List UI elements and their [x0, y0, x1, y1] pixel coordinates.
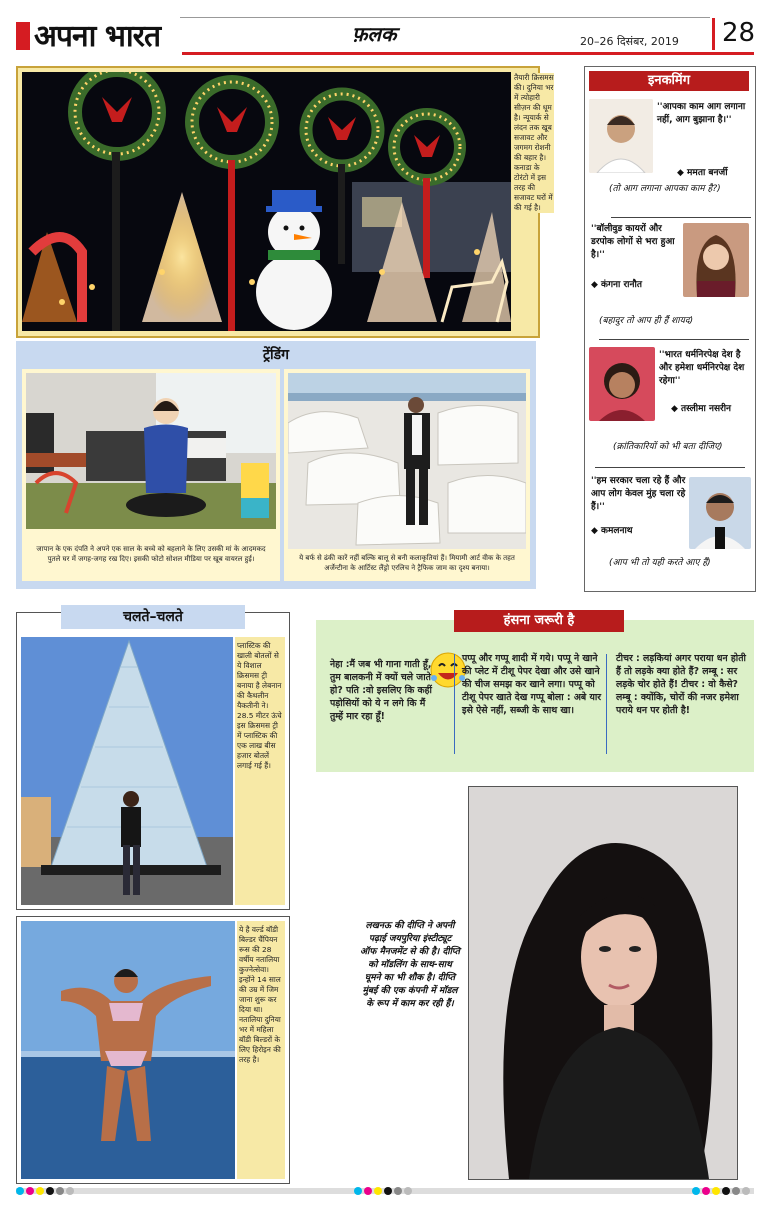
trending-card-right — [284, 369, 530, 581]
incoming-divider-2 — [599, 339, 749, 340]
incoming-author-4: ◆ कमलनाथ — [591, 526, 633, 536]
trending-left-caption: जापान के एक दंपति ने अपने एक साल के बच्चे को बहलाने के लिए उसकी मां के आदमकद पुतले घर में जगह-जगह रख दिए। इसकी फोटो सोशल मीडिया पर खूब वायरल हुई। — [36, 545, 266, 563]
registration-dot — [404, 1187, 412, 1195]
incoming-divider-3 — [595, 467, 745, 468]
christmas-decorations-photo — [22, 72, 511, 331]
incoming-author-2: ◆ कंगना रानौत — [591, 280, 642, 290]
incoming-retort-2: (बहादुर तो आप ही हैं शायद) — [599, 316, 694, 326]
trending-title: ट्रेंडिंग — [262, 347, 290, 363]
page-number: 28 — [722, 18, 756, 48]
registration-dot — [36, 1187, 44, 1195]
joke-2: पप्पू और गप्पू शादी में गये। पप्पू ने खाने की प्लेट में टीशू पेपर देखा और उसे खाने की चीज समझ कर खाने लगा। पप्पू को टीशू पेपर खाते देख गप्पू बोला : अबे यार इसे ऐसे नहीं, सब्जी के साथ खा। — [462, 653, 602, 716]
bottle-tree-illustration — [21, 637, 233, 905]
trending-box — [16, 341, 536, 589]
trending-right-caption: ये बर्फ से ढंकी कारें नहीं बल्कि बालू से बनी कलाकृतियां हैं। मियामी आर्ट वीक के तहत अर्जेन्टीना के आर्टिस्ट लैंड्रो एरलिच ने ट्रैफिक जाम का दृश्य बनाया। — [299, 554, 515, 572]
incoming-box — [584, 66, 756, 592]
model-caption: लखनऊ की दीप्ति ने अपनी पढ़ाई जयपुरिया इंस्टीट्यूट ऑफ मैनजमेंट से की है। दीप्ति को मॉडलिंग के साथ-साथ घूमने का भी शौक है। दीप्ति मुंबई की एक कंपनी में मॉडल के रूप में काम कर रही हैं। — [360, 921, 460, 1009]
print-registration-marks-right — [692, 1187, 750, 1195]
incoming-quote-2: ''बॉलीवुड कायरों और डरपोक लोगों से भरा हुआ है।'' — [591, 224, 675, 260]
masthead-red-block — [16, 22, 30, 50]
incoming-retort-4: (आप भी तो यही करते आए हैं) — [609, 558, 711, 568]
living-room-illustration — [26, 373, 276, 529]
registration-dot — [354, 1187, 362, 1195]
kamalnath-portrait — [689, 477, 751, 549]
joke-3: टीचर : लड़कियां अगर पराया धन होती हैं तो लड़के क्या होते हैं? लम्बू : सर लड़के चोर होते हैं! टीचर : वो कैसे? लम्बू : क्योंकि, चोरों की नजर हमेशा पराये धन पर होती है! — [616, 653, 746, 716]
incoming-title: इनकमिंग — [589, 71, 749, 91]
mannequin-mother-photo — [26, 373, 276, 529]
taslima-portrait — [589, 347, 655, 421]
registration-dot — [364, 1187, 372, 1195]
bottle-tree-caption: प्लास्टिक की खाली बोतलों से ये विशाल क्रिसमस ट्री बनाया है लेबनान की कैथलीन यैकतीनी ने। 28.5 मीटर ऊंचे इस क्रिसमस ट्री में प्लास्टिक की एक लाख बीस हजार बोतलें लगाई गई हैं। — [235, 637, 285, 905]
top-rule — [180, 17, 710, 18]
incoming-quote-3: ''भारत धर्मनिरपेक्ष देश है और हमेशा धर्मनिरपेक्ष देश रहेगा'' — [659, 350, 745, 386]
registration-dot — [394, 1187, 402, 1195]
incoming-author-1: ◆ ममता बनर्जी — [677, 168, 728, 178]
incoming-quote-4: ''हम सरकार चला रहे हैं और आप लोग केवल मुंह चला रहे हैं।'' — [591, 476, 686, 512]
registration-dot — [46, 1187, 54, 1195]
page-number-separator — [712, 18, 715, 50]
jokes-divider-2 — [606, 654, 607, 754]
incoming-author-3: ◆ तस्लीमा नसरीन — [671, 404, 732, 414]
registration-dot — [712, 1187, 720, 1195]
section-name: फ़लक — [352, 22, 397, 46]
masthead — [0, 0, 768, 60]
bodybuilder-illustration — [21, 921, 235, 1179]
registration-dot — [692, 1187, 700, 1195]
masthead-red-rule — [182, 52, 754, 55]
registration-dot — [732, 1187, 740, 1195]
sand-cars-photo — [288, 373, 526, 549]
incoming-quote-1: ''आपका काम आग लगाना नहीं, आग बुझाना है।'' — [657, 102, 746, 125]
print-registration-marks-center — [354, 1187, 412, 1195]
registration-dot — [66, 1187, 74, 1195]
bodybuilder-photo — [21, 921, 235, 1179]
print-registration-marks-left — [16, 1187, 74, 1195]
issue-date: 20–26 दिसंबर, 2019 — [580, 35, 679, 48]
model-illustration — [469, 787, 737, 1179]
mamata-portrait — [589, 99, 653, 173]
model-photo — [468, 786, 738, 1180]
registration-dot — [742, 1187, 750, 1195]
christmas-photo-illustration — [22, 72, 511, 331]
registration-dot — [374, 1187, 382, 1195]
registration-dot — [56, 1187, 64, 1195]
chalte-chalte-title: चलते–चलते — [61, 605, 245, 629]
paper-name: अपना भारत — [34, 19, 161, 54]
jokes-title: हंसना जरूरी है — [454, 610, 624, 632]
registration-dot — [702, 1187, 710, 1195]
registration-dot — [384, 1187, 392, 1195]
incoming-retort-3: (क्रांतिकारियों को भी बता दीजिए) — [613, 442, 723, 452]
trending-card-left — [22, 369, 280, 581]
kangana-portrait — [683, 223, 749, 297]
incoming-divider-1 — [611, 217, 751, 218]
sand-cars-illustration — [288, 373, 526, 549]
joke-1: नेहा :मैं जब भी गाना गाती हूँ, तुम बालकनी में क्यों चले जाते हो? पति :वो इसलिए कि कहीं पड़ोसियों को ये न लगे कि मैं तुम्हें मार रहा हूँ! — [330, 659, 432, 722]
registration-dot — [16, 1187, 24, 1195]
registration-dot — [722, 1187, 730, 1195]
registration-dot — [26, 1187, 34, 1195]
jokes-divider-1 — [454, 654, 455, 754]
jokes-box — [316, 613, 754, 772]
chalte-chalte-box — [16, 609, 290, 910]
bottle-christmas-tree-photo — [21, 637, 233, 905]
christmas-caption: तैयारी क्रिसमस की। दुनिया भर में त्योहारी सीज़न की धूम है। न्यूयार्क से लंदन तक खूब सजावट और जगमग रोशनी की बहार है। कनाडा के टोरंटो में इस तरह की सजावट घरों में की गई है। — [514, 73, 554, 212]
bodybuilder-caption: ये है वर्ल्ड बॉडी बिल्डर चैंपियन रूस की 28 वर्षीय नतालिया कुज्नेत्सेवा। इन्होंने 14 साल की उम्र में जिम जाना शुरू कर दिया था। नतालिया दुनिया भर में महिला बॉडी बिल्डरों के लिए हिरोइन की तरह है। — [237, 921, 285, 1179]
bodybuilder-box — [16, 916, 290, 1184]
christmas-photo-box — [16, 66, 554, 338]
incoming-retort-1: (तो आग लगाना आपका काम है?) — [609, 184, 721, 194]
